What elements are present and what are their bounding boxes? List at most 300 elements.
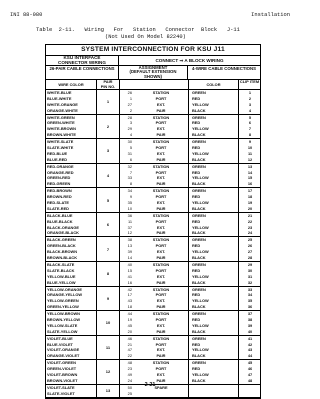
wire-color-4w: YELLOW xyxy=(192,150,209,156)
pin-number: 9 xyxy=(129,194,132,200)
clip-number: 31 xyxy=(247,273,253,279)
assignment-text: EXT. xyxy=(156,298,166,304)
pin-number: 1 xyxy=(129,95,132,101)
pin-number: 47 xyxy=(127,347,132,353)
table-row xyxy=(46,213,260,238)
pair-number: 8 xyxy=(97,262,120,286)
clip-number: 41 xyxy=(247,335,253,341)
wire-color: VIOLET-SLATE xyxy=(47,384,75,390)
clip-number: 47 xyxy=(247,371,253,377)
wire-color: VIOLET-ORANGE xyxy=(47,347,80,353)
wire-color-4w: RED xyxy=(192,243,201,249)
pair-number: 10 xyxy=(97,311,120,335)
wire-color: WHITE-GREEN xyxy=(47,114,75,120)
table-row xyxy=(46,90,260,115)
wire-color: BLUE-VIOLET xyxy=(47,341,73,347)
assignment-text: PORT xyxy=(155,169,167,175)
wire-color-4w: BLACK xyxy=(192,353,206,359)
wire-color: BLUE-WHITE xyxy=(47,95,72,101)
assignment-text: PAIR xyxy=(156,353,166,359)
pin-number: 22 xyxy=(127,353,132,359)
clip-number: 16 xyxy=(247,181,253,187)
assignment-text: PORT xyxy=(155,341,167,347)
assignment-cell xyxy=(120,139,189,163)
wire-color-4w: BLACK xyxy=(192,328,206,334)
assignment-cell xyxy=(120,360,189,384)
assignment-text: EXT. xyxy=(156,347,166,353)
wire-color: ORANGE-BLACK xyxy=(47,230,79,236)
pin-number: 14 xyxy=(127,255,132,261)
pin-number: 43 xyxy=(127,298,132,304)
wire-color: RED-BROWN xyxy=(47,188,72,194)
wire-color-4w: YELLOW xyxy=(192,200,209,206)
pin-number: 29 xyxy=(127,126,132,132)
pin-number: 27 xyxy=(127,101,132,107)
assignment-text: PORT xyxy=(155,292,167,298)
color-cell xyxy=(189,115,239,139)
assignment-text: STATION xyxy=(152,261,170,267)
wire-color-4w: RED xyxy=(192,145,201,151)
assignment-cell xyxy=(120,287,189,311)
wire-color: ORANGE-VIOLET xyxy=(47,353,80,359)
pair-number: 6 xyxy=(97,213,120,237)
clip-number: 11 xyxy=(247,150,253,156)
pin-number: 16 xyxy=(127,279,132,285)
pin-number: 25 xyxy=(127,390,132,396)
wire-color-4w: GREEN xyxy=(192,212,206,218)
assignment-line xyxy=(120,304,188,310)
pin-number: 35 xyxy=(127,200,132,206)
wire-color: VIOLET-GREEN xyxy=(47,360,76,366)
wire-color-cell xyxy=(46,213,97,237)
assignment-text: PORT xyxy=(155,120,167,126)
wire-color-4w: BLACK xyxy=(192,156,206,162)
wire-color: WHITE-BROWN xyxy=(47,126,76,132)
pin-number: 6 xyxy=(129,156,132,162)
assignment-text: PORT xyxy=(155,145,167,151)
wire-color-cell xyxy=(46,139,97,163)
assignment-line xyxy=(120,255,188,261)
wire-color: RED-ORANGE xyxy=(47,163,74,169)
assignment-text: EXT. xyxy=(156,126,166,132)
col-clip-item: CLIP ITEM xyxy=(239,79,260,84)
wire-color: RED-GREEN xyxy=(47,181,71,187)
four-wire-heading: 4-WIRE CABLE CONNECTIONS xyxy=(192,66,256,71)
assignment-cell xyxy=(120,213,189,237)
pin-number: 37 xyxy=(127,224,132,230)
assignment-text: STATION xyxy=(152,286,170,292)
assignment-line xyxy=(120,132,188,138)
pin-number: 30 xyxy=(127,139,132,145)
wire-color: BLACK-BROWN xyxy=(47,249,78,255)
assignment-text: EXT. xyxy=(156,224,166,230)
table-row xyxy=(46,336,260,361)
wire-color: BLUE-RED xyxy=(47,156,68,162)
wire-color: YELLOW-GREEN xyxy=(47,298,79,304)
assignment-text: PAIR xyxy=(156,107,166,113)
assignment-text: PORT xyxy=(155,267,167,273)
assignment-heading xyxy=(119,66,188,79)
assignment-text: PAIR xyxy=(156,328,166,334)
default-extension-label: (DEFAULT EXTENSION xyxy=(129,69,177,75)
assignment-cell xyxy=(120,188,189,212)
wire-color-4w: BLACK xyxy=(192,181,206,187)
pin-number: 50 xyxy=(127,384,132,390)
pair-number: 3 xyxy=(97,139,120,163)
header-row-2 xyxy=(46,66,260,80)
pin-number: 36 xyxy=(127,212,132,218)
header-row-3 xyxy=(46,80,260,90)
wire-color-4w: BLACK xyxy=(192,107,206,113)
clip-cell xyxy=(239,90,260,114)
wire-color: ORANGE-WHITE xyxy=(47,107,78,113)
clip-number: 20 xyxy=(247,205,253,211)
col-pair-pin xyxy=(97,80,120,89)
table-row xyxy=(46,139,260,164)
wire-color-cell xyxy=(46,287,97,311)
wire-color-4w: GREEN xyxy=(192,139,206,145)
clip-number: 6 xyxy=(248,120,252,126)
pin-number: 39 xyxy=(127,249,132,255)
clip-number: 10 xyxy=(247,145,253,151)
assignment-text: PORT xyxy=(155,316,167,322)
table-row xyxy=(46,164,260,189)
color-cell xyxy=(189,188,239,212)
clip-number: 35 xyxy=(247,298,253,304)
clip-number: 9 xyxy=(248,139,252,145)
wire-color: GREEN-RED xyxy=(47,175,71,181)
assignment-label: ASSIGNMENT xyxy=(138,65,168,70)
assignment-text: PORT xyxy=(155,95,167,101)
wire-color: ORANGE-RED xyxy=(47,169,74,175)
interconnection-table xyxy=(45,44,261,399)
clip-number: 7 xyxy=(248,126,252,132)
assignment-text: STATION xyxy=(152,311,170,317)
wire-color-4w: BLACK xyxy=(192,230,206,236)
clip-number: 34 xyxy=(247,292,253,298)
clip-cell xyxy=(239,311,260,335)
wire-color-4w: YELLOW xyxy=(192,273,209,279)
wire-color: SLATE-WHITE xyxy=(47,145,74,151)
pin-number: 38 xyxy=(127,237,132,243)
assignment-cell xyxy=(120,164,189,188)
assignment-text: PAIR xyxy=(156,304,166,310)
assignment-text: STATION xyxy=(152,212,170,218)
col-pin: PIN NO. xyxy=(100,83,116,89)
clip-number: 23 xyxy=(247,224,253,230)
wire-color-4w: BLACK xyxy=(192,205,206,211)
connector-wiring-label: CONNECTOR WIRING xyxy=(58,59,106,65)
wire-color: YELLOW-ORANGE xyxy=(47,286,82,292)
clip-number: 44 xyxy=(247,353,253,359)
table-title: SYSTEM INTERCONNECTION FOR KSU J11 xyxy=(46,45,260,56)
wire-color: WHITE-ORANGE xyxy=(47,101,78,107)
assignment-line xyxy=(120,157,188,163)
wire-color-cell xyxy=(46,188,97,212)
wire-color-4w: GREEN xyxy=(192,360,206,366)
table-caption-note: (Not Used On Model 82240) xyxy=(105,34,186,40)
wire-color-cell xyxy=(46,90,97,114)
assignment-text: PAIR xyxy=(156,255,166,261)
pin-number: 13 xyxy=(127,243,132,249)
color-cell xyxy=(189,164,239,188)
color-cell xyxy=(189,90,239,114)
assignment-line xyxy=(120,391,188,397)
wire-color-4w: RED xyxy=(192,194,201,200)
pin-number: 46 xyxy=(127,335,132,341)
wire-color-4w: YELLOW xyxy=(192,371,209,377)
clip-number: 13 xyxy=(247,163,253,169)
wire-color: GREEN-BLACK xyxy=(47,243,76,249)
table-body xyxy=(46,90,260,398)
assignment-text: PORT xyxy=(155,218,167,224)
wire-color-4w: GREEN xyxy=(192,286,206,292)
assignment-text: PAIR xyxy=(156,132,166,138)
col-assignment-blank xyxy=(120,80,189,89)
assignment-text: EXT. xyxy=(156,200,166,206)
wire-color: SLATE-BLACK xyxy=(47,267,75,273)
pair-number: 4 xyxy=(97,164,120,188)
wire-color-4w: GREEN xyxy=(192,335,206,341)
wire-color-4w: YELLOW xyxy=(192,298,209,304)
pair-number: 5 xyxy=(97,188,120,212)
col-wire-color: WIRE COLOR xyxy=(46,80,97,89)
wire-color: GREEN-YELLOW xyxy=(47,304,79,310)
clip-number: 22 xyxy=(247,218,253,224)
clip-number: 37 xyxy=(247,311,253,317)
pin-number: 12 xyxy=(127,230,132,236)
wire-color-cell xyxy=(46,311,97,335)
wire-color: BROWN-RED xyxy=(47,194,72,200)
pin-number: 34 xyxy=(127,188,132,194)
section-name: Installation xyxy=(251,12,290,18)
wire-color-4w: RED xyxy=(192,218,201,224)
wire-color-4w: RED xyxy=(192,169,201,175)
clip-number: 42 xyxy=(247,341,253,347)
clip-cell xyxy=(239,262,260,286)
wire-color: WHITE-BLUE xyxy=(47,90,72,95)
wire-color: SLATE-RED xyxy=(47,205,69,211)
assignment-cell xyxy=(120,237,189,261)
color-cell xyxy=(189,213,239,237)
assignment-text: STATION xyxy=(152,335,170,341)
assignment-line xyxy=(120,181,188,187)
pin-number: 23 xyxy=(127,366,132,372)
table-row xyxy=(46,287,260,312)
col-color: COLOR xyxy=(189,80,239,89)
clip-number: 14 xyxy=(247,169,253,175)
wire-color-4w: RED xyxy=(192,120,201,126)
table-caption: Table 2-11. Wiring For Station Connector Block J-11 xyxy=(36,27,240,33)
assignment-text: PAIR xyxy=(156,181,166,187)
clip-number: 21 xyxy=(247,212,253,218)
wire-color-4w: YELLOW xyxy=(192,224,209,230)
assignment-cell xyxy=(120,262,189,286)
color-cell xyxy=(189,311,239,335)
assignment-text: EXT. xyxy=(156,371,166,377)
clip-cell xyxy=(239,188,260,212)
cable-connections-heading: 26-PAIR CABLE CONNECTIONS xyxy=(46,66,119,79)
clip-cell xyxy=(239,360,260,384)
clip-cell xyxy=(239,237,260,261)
pin-number: 4 xyxy=(129,132,132,138)
pin-number: 2 xyxy=(129,107,132,113)
wire-color-cell xyxy=(46,237,97,261)
wire-color-cell xyxy=(46,262,97,286)
ksu-interface-label: KSU INTERFACE xyxy=(63,55,101,60)
clip-number: 48 xyxy=(247,377,253,383)
pin-number: 17 xyxy=(127,292,132,298)
wire-color-4w: BLACK xyxy=(192,377,206,383)
assignment-text: PORT xyxy=(155,194,167,200)
clip-number: 3 xyxy=(248,101,252,107)
assignment-text: STATION xyxy=(152,163,170,169)
assignment-text: SPARE xyxy=(154,384,168,390)
pin-number: 41 xyxy=(127,273,132,279)
clip-cell xyxy=(239,115,260,139)
pin-number: 48 xyxy=(127,360,132,366)
pair-number: 7 xyxy=(97,237,120,261)
wire-color-4w: BLACK xyxy=(192,132,206,138)
wire-color-cell xyxy=(46,164,97,188)
clip-number: 38 xyxy=(247,316,253,322)
pair-number: 1 xyxy=(97,90,120,114)
clip-number: 1 xyxy=(248,90,252,95)
clip-number: 5 xyxy=(248,114,252,120)
assignment-text: STATION xyxy=(152,114,170,120)
shown-label: SHOWN) xyxy=(144,73,162,79)
wire-color: BLUE-BLACK xyxy=(47,218,73,224)
clip-number: 24 xyxy=(247,230,253,236)
wire-color-4w: RED xyxy=(192,341,201,347)
wire-color-4w: RED xyxy=(192,95,201,101)
assignment-text: STATION xyxy=(152,188,170,194)
clip-number: 18 xyxy=(247,194,253,200)
pin-number: 3 xyxy=(129,120,132,126)
assignment-text: PORT xyxy=(155,366,167,372)
pin-number: 21 xyxy=(127,341,132,347)
clip-number: 27 xyxy=(247,249,253,255)
pin-number: 8 xyxy=(129,181,132,187)
clip-number: 43 xyxy=(247,347,253,353)
clip-cell xyxy=(239,213,260,237)
wire-color: GREEN-WHITE xyxy=(47,120,75,126)
clip-number: 30 xyxy=(247,267,253,273)
wire-color-cell xyxy=(46,115,97,139)
wire-color: BLACK-SLATE xyxy=(47,261,75,267)
wire-color-4w: YELLOW xyxy=(192,126,209,132)
assignment-line xyxy=(120,353,188,359)
pair-number: 12 xyxy=(97,360,120,384)
pin-number: 20 xyxy=(127,328,132,334)
wire-color: BROWN-VIOLET xyxy=(47,377,78,383)
wire-color-cell xyxy=(46,336,97,360)
doc-id: INI 88-080 xyxy=(10,12,43,18)
assignment-line xyxy=(120,206,188,212)
assignment-text: STATION xyxy=(152,90,170,95)
clip-number: 29 xyxy=(247,261,253,267)
wire-color-cell xyxy=(46,360,97,384)
wire-color: YELLOW-BLUE xyxy=(47,273,76,279)
wire-color-4w: BLACK xyxy=(192,279,206,285)
clip-cell xyxy=(239,336,260,360)
pin-number: 18 xyxy=(127,304,132,310)
assignment-text: PORT xyxy=(155,243,167,249)
wire-color-4w: GREEN xyxy=(192,311,206,317)
pair-number: 13 xyxy=(97,385,120,397)
pin-number: 40 xyxy=(127,261,132,267)
clip-number: 4 xyxy=(248,107,252,113)
assignment-text: STATION xyxy=(152,360,170,366)
pin-number: 49 xyxy=(127,371,132,377)
clip-number: 26 xyxy=(247,243,253,249)
pin-number: 44 xyxy=(127,311,132,317)
wire-color-4w: GREEN xyxy=(192,163,206,169)
pin-number: 28 xyxy=(127,114,132,120)
wire-color-4w: GREEN xyxy=(192,261,206,267)
color-cell xyxy=(189,262,239,286)
wire-color-4w: RED xyxy=(192,267,201,273)
assignment-cell xyxy=(120,90,189,114)
wire-color: BROWN-WHITE xyxy=(47,132,76,138)
clip-number: 36 xyxy=(247,304,253,310)
assignment-text: STATION xyxy=(152,139,170,145)
clip-cell xyxy=(239,287,260,311)
wire-color: GREEN-VIOLET xyxy=(47,366,77,372)
pin-number: 45 xyxy=(127,322,132,328)
assignment-text xyxy=(134,391,188,397)
wire-color-4w: GREEN xyxy=(192,114,206,120)
assignment-text: PAIR xyxy=(156,377,166,383)
wire-color: RED-BLUE xyxy=(47,150,68,156)
wire-color-4w xyxy=(189,391,238,397)
wire-color-4w: GREEN xyxy=(192,90,206,95)
pin-number: 19 xyxy=(127,316,132,322)
wire-color-4w: RED xyxy=(192,292,201,298)
wire-color: BLUE-YELLOW xyxy=(47,279,76,285)
color-cell xyxy=(189,139,239,163)
color-cell xyxy=(189,237,239,261)
wire-color: BROWN-BLACK xyxy=(47,255,78,261)
pin-number: 15 xyxy=(127,267,132,273)
assignment-text: STATION xyxy=(152,237,170,243)
clip-number: 8 xyxy=(248,132,252,138)
assignment-text: EXT. xyxy=(156,150,166,156)
wire-color: BROWN-YELLOW xyxy=(47,316,81,322)
table-row xyxy=(46,311,260,336)
wire-color: ORANGE-YELLOW xyxy=(47,292,83,298)
wire-color-4w: YELLOW xyxy=(192,101,209,107)
wire-color-4w: YELLOW xyxy=(192,322,209,328)
wire-color: BLACK-BLUE xyxy=(47,212,73,218)
wire-color-4w: GREEN xyxy=(192,237,206,243)
pin-number: 11 xyxy=(127,218,132,224)
wire-color: BLACK-GREEN xyxy=(47,237,76,243)
assignment-cell xyxy=(120,336,189,360)
wire-color-4w: RED xyxy=(192,316,201,322)
wire-color: RED-SLATE xyxy=(47,200,69,206)
assignment-line xyxy=(120,280,188,286)
assignment-text: PAIR xyxy=(156,230,166,236)
assignment-text: PAIR xyxy=(156,279,166,285)
assignment-line xyxy=(120,230,188,236)
connect-heading: CONNECT ⇒ A BLOCK WIRING xyxy=(155,58,224,63)
assignment-cell xyxy=(120,115,189,139)
pin-number: 26 xyxy=(127,90,132,95)
wire-color-4w: BLACK xyxy=(192,255,206,261)
table-row xyxy=(46,115,260,140)
wire-color: SLATE-YELLOW xyxy=(47,328,78,334)
